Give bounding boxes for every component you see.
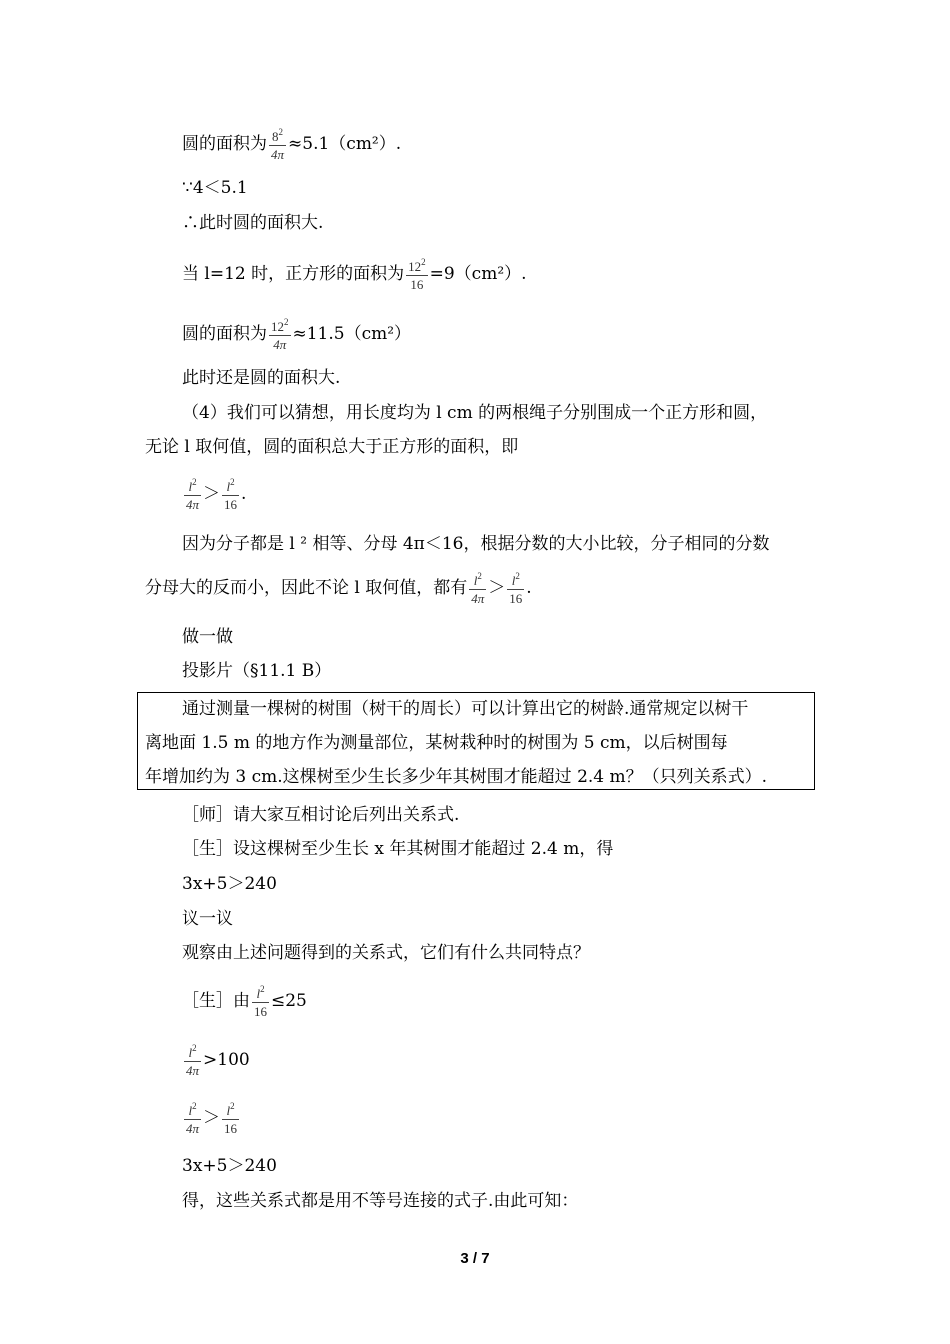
text: 圆的面积为 bbox=[182, 134, 267, 154]
box-line-3: 年增加约为 3 cm.这棵树至少生长多少年其树围才能超过 2.4 m？（只列关系式）. bbox=[145, 767, 768, 787]
fraction-left: $\frac{l^2}{4\pi}$ bbox=[186, 1101, 200, 1136]
conclusion-line: 得，这些关系式都是用不等号连接的式子.由此可知： bbox=[182, 1191, 579, 1211]
fraction-right: $\frac{l^2}{16}$ bbox=[509, 571, 523, 606]
square-area-line: 当 l=12 时，正方形的面积为 $\frac{12^2}{16}$ =9（cm²）. bbox=[182, 257, 527, 292]
because-line-1: 因为分子都是 l ² 相等、分母 4π＜16，根据分数的大小比较，分子相同的分数 bbox=[182, 534, 770, 554]
student-line-1: ［生］设这棵树至少生长 x 年其树围才能超过 2.4 m，得 bbox=[182, 839, 614, 859]
fraction-right: $\frac{l^2}{16}$ bbox=[224, 477, 238, 512]
still-circle-line: 此时还是圆的面积大. bbox=[182, 368, 341, 388]
fraction-left: $\frac{l^2}{4\pi}$ bbox=[186, 477, 200, 512]
projection-label: 投影片（§11.1 B） bbox=[182, 661, 332, 681]
equation-3x-1: 3x+5＞240 bbox=[182, 874, 277, 894]
teacher-line: ［师］请大家互相讨论后列出关系式. bbox=[182, 805, 460, 825]
inequality-main: $\frac{l^2}{4\pi}$ ＞ $\frac{l^2}{16}$ . bbox=[186, 477, 247, 512]
circle-area-line-1 bbox=[182, 128, 401, 161]
because-line-2: 分母大的反而小，因此不论 l 取何值，都有 $\frac{l^2}{4\pi}$ ＞ $\frac{l^2}{16}$ . bbox=[145, 571, 532, 606]
because-line: ∵4＜5.1 bbox=[182, 178, 248, 198]
page-number: 3 / 7 bbox=[460, 1250, 490, 1267]
fraction-right: $\frac{l^2}{16}$ bbox=[224, 1101, 238, 1136]
relation-2: $\frac{l^2}{4\pi}$ >100 bbox=[186, 1043, 250, 1078]
student-line-2: ［生］由 $\frac{l^2}{16}$ ≤25 bbox=[182, 984, 307, 1019]
fraction: $\frac{l^2}{4\pi}$ bbox=[186, 1043, 200, 1078]
fraction: $\frac{8^2}{4\pi}$ bbox=[271, 127, 285, 162]
circle-area-line-2: 圆的面积为 $\frac{12^2}{4\pi}$ ≈11.5（cm²） bbox=[182, 317, 412, 352]
fraction-left: $\frac{l^2}{4\pi}$ bbox=[471, 571, 485, 606]
therefore-line: ∴此时圆的面积大. bbox=[182, 213, 324, 233]
box-line-2: 离地面 1.5 m 的地方作为测量部位，某树栽种时的树围为 5 cm，以后树围每 bbox=[145, 733, 728, 753]
do-it-heading: 做一做 bbox=[182, 627, 233, 647]
text: ≈5.1（cm²）. bbox=[288, 134, 402, 154]
fraction: $\frac{12^2}{4\pi}$ bbox=[271, 317, 289, 352]
box-line-1: 通过测量一棵树的树围（树干的周长）可以计算出它的树龄.通常规定以树干 bbox=[182, 699, 749, 719]
para4-line-2: 无论 l 取何值，圆的面积总大于正方形的面积，即 bbox=[145, 437, 519, 457]
discuss-heading: 议一议 bbox=[182, 909, 233, 929]
fraction: $\frac{l^2}{16}$ bbox=[254, 984, 267, 1019]
fraction: $\frac{12^2}{16}$ bbox=[408, 257, 426, 292]
para4-line-1: （4）我们可以猜想，用长度均为 l cm 的两根绳子分别围成一个正方形和圆， bbox=[182, 403, 768, 423]
relation-3: $\frac{l^2}{4\pi}$ ＞ $\frac{l^2}{16}$ bbox=[186, 1101, 238, 1136]
equation-3x-2: 3x+5＞240 bbox=[182, 1156, 277, 1176]
observe-line: 观察由上述问题得到的关系式，它们有什么共同特点？ bbox=[182, 943, 590, 963]
